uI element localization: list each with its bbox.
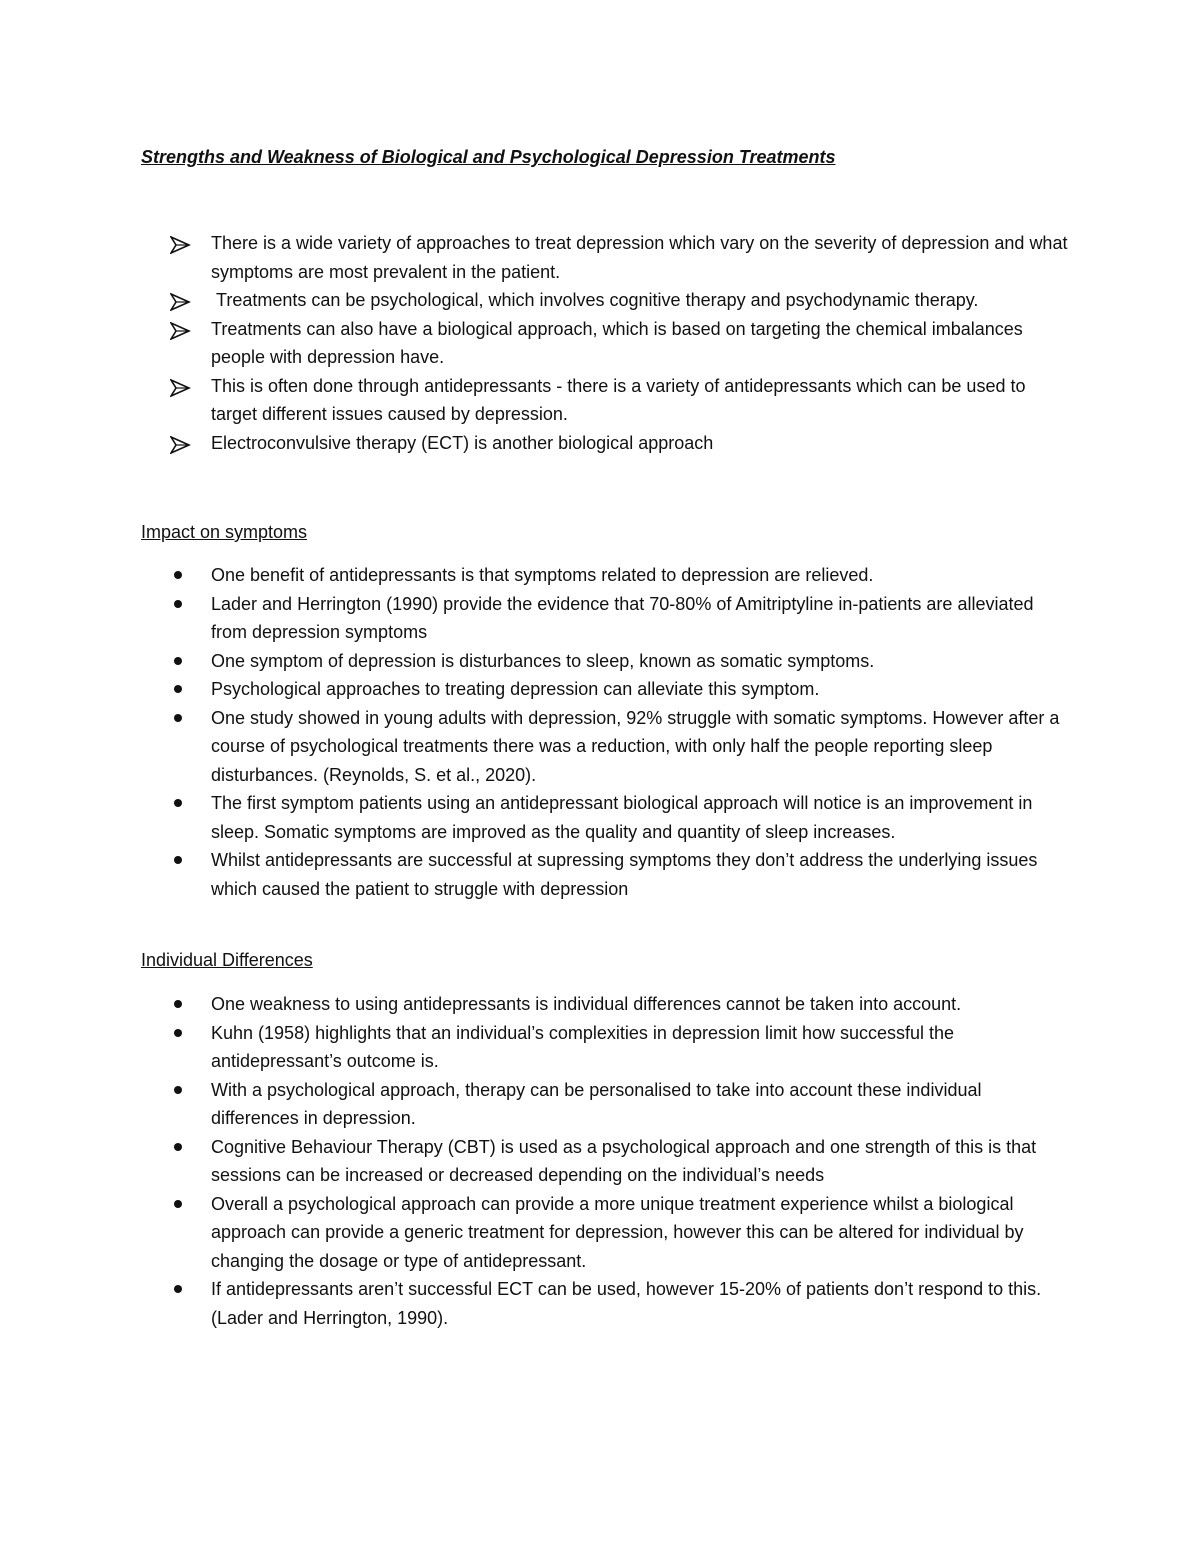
list-item (0, 1275, 1200, 1332)
list-item (0, 846, 1200, 903)
impact-list (0, 561, 1200, 903)
section-heading-individual-differences: Individual Differences (141, 950, 313, 970)
round-bullet-icon (174, 657, 182, 665)
list-item-text: The first symptom patients using an antidepressant biological approach will notice is an improvement in sleep. Somatic symptoms are improved as the quality and quantity of sleep increases. (211, 793, 1033, 842)
round-bullet-icon (174, 1000, 182, 1008)
list-item-text: Treatments can be psychological, which involves cognitive therapy and psychodynamic therapy. (216, 290, 979, 310)
list-item-text: Cognitive Behaviour Therapy (CBT) is used as a psychological approach and one strength of this is that sessions can be increased or decreased depending on the individual’s needs (211, 1136, 1037, 1185)
list-item-text: One symptom of depression is disturbances to sleep, known as somatic symptoms. (211, 650, 875, 671)
list-item (0, 990, 1200, 1019)
round-bullet-icon (174, 685, 182, 693)
arrowhead-bullet-icon (170, 434, 192, 452)
list-item-text: One weakness to using antidepressants is individual differences cannot be taken into account. (211, 994, 962, 1014)
arrowhead-bullet-icon (170, 234, 192, 252)
intro-list (0, 229, 1200, 457)
round-bullet-icon (174, 1143, 182, 1151)
list-item (0, 429, 1200, 458)
round-bullet-icon (174, 1086, 182, 1094)
list-item (0, 647, 1200, 676)
list-item (0, 704, 1200, 790)
list-item-text: Overall a psychological approach can provide a more unique treatment experience whilst a biological approach can provide a generic treatment for depression, however this can be altered for individual by changing the dosage or type of antidepressant. (211, 1193, 1024, 1271)
arrowhead-bullet-icon (170, 377, 192, 395)
round-bullet-icon (174, 1029, 182, 1037)
list-item (0, 286, 1200, 315)
round-bullet-icon (174, 856, 182, 864)
round-bullet-icon (174, 600, 182, 608)
list-item-text: Treatments can also have a biological approach, which is based on targeting the chemical imbalances people with depression have. (211, 318, 1023, 367)
list-item-text: Lader and Herrington (1990) provide the evidence that 70-80% of Amitriptyline in-patients are alleviated from depression symptoms (211, 593, 1034, 642)
list-item-text: One benefit of antidepressants is that symptoms related to depression are relieved. (211, 565, 874, 585)
arrowhead-bullet-icon (170, 291, 192, 309)
list-item (0, 229, 1200, 286)
list-item (0, 372, 1200, 429)
list-item (0, 1076, 1200, 1133)
list-item-text: There is a wide variety of approaches to treat depression which vary on the severity of depression and what symptoms are most prevalent in the patient. (211, 233, 1068, 282)
individual-differences-list (0, 990, 1200, 1332)
list-item-text: Psychological approaches to treating depression can alleviate this symptom. (211, 679, 820, 699)
round-bullet-icon (174, 1285, 182, 1293)
list-item-text: With a psychological approach, therapy can be personalised to take into account these individual differences in depression. (211, 1079, 982, 1128)
list-item-text: If antidepressants aren’t successful ECT can be used, however 15-20% of patients don’t respond to this. (Lader and Herrington, 1990). (211, 1279, 1042, 1328)
list-item (0, 561, 1200, 590)
list-item-text: Whilst antidepressants are successful at supressing symptoms they don’t address the underlying issues which caused the patient to struggle with depression (211, 850, 1038, 899)
list-item (0, 590, 1200, 647)
list-item-text: This is often done through antidepressants - there is a variety of antidepressants which can be used to target different issues caused by depression. (211, 375, 1026, 424)
list-item (0, 1133, 1200, 1190)
list-item (0, 1190, 1200, 1276)
round-bullet-icon (174, 799, 182, 807)
list-item (0, 789, 1200, 846)
list-item-text: Electroconvulsive therapy (ECT) is another biological approach (211, 432, 714, 453)
list-item (0, 1019, 1200, 1076)
list-item (0, 675, 1200, 704)
list-item-text: One study showed in young adults with depression, 92% struggle with somatic symptoms. However after a course of psychological treatments there was a reduction, with only half the people reporting sleep disturbances. (Reynolds, S. et al., 2020). (211, 707, 1060, 785)
round-bullet-icon (174, 714, 182, 722)
list-item (0, 315, 1200, 372)
round-bullet-icon (174, 1200, 182, 1208)
round-bullet-icon (174, 571, 182, 579)
list-item-text: Kuhn (1958) highlights that an individual’s complexities in depression limit how successful the antidepressant’s outcome is. (211, 1022, 955, 1071)
arrowhead-bullet-icon (170, 320, 192, 338)
section-heading-impact: Impact on symptoms (141, 522, 308, 542)
document-title: Strengths and Weakness of Biological and Psychological Depression Treatments (141, 147, 836, 167)
